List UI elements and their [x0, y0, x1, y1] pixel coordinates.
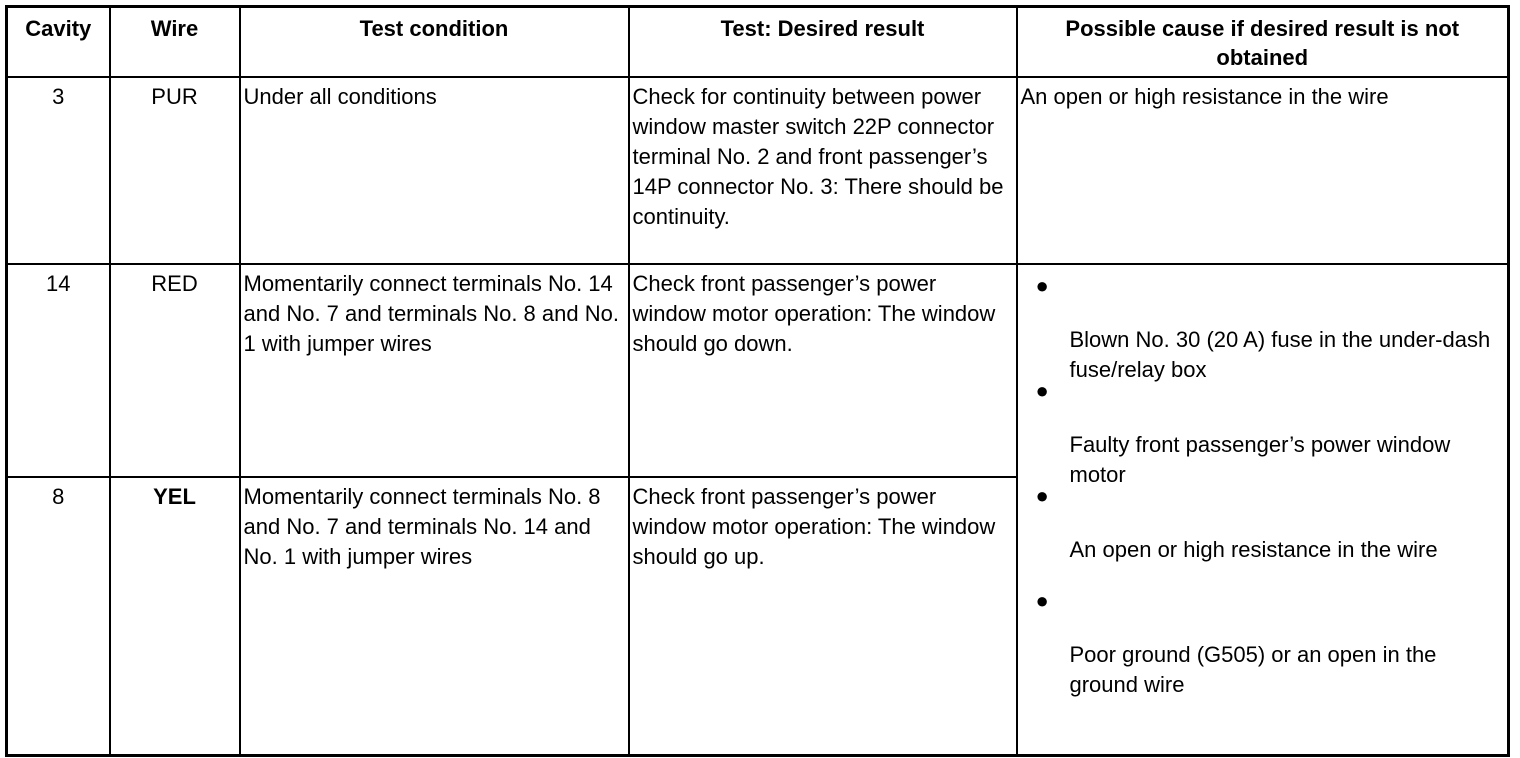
header-cavity: Cavity: [7, 7, 110, 78]
condition-cell: Momentarily connect terminals No. 14 and No. 7 and terminals No. 8 and No. 1 with jumper wires: [240, 264, 629, 477]
cause-text: An open or high resistance in the wire: [1069, 537, 1438, 562]
cause-list: [1035, 271, 1502, 697]
header-test-condition: Test condition: [240, 7, 629, 78]
condition-cell: Momentarily connect terminals No. 8 and No. 7 and terminals No. 14 and No. 1 with jumper wires: [240, 477, 629, 755]
header-possible-cause: Possible cause if desired result is not obtained: [1017, 7, 1509, 78]
cavity-cell: 8: [7, 477, 110, 755]
table-row: [7, 264, 1509, 477]
wire-cell: RED: [110, 264, 240, 477]
header-row: [7, 7, 1509, 78]
bullet-icon: ●: [1035, 483, 1049, 508]
bullet-icon: ●: [1035, 588, 1049, 613]
cavity-cell: 14: [7, 264, 110, 477]
wire-cell: YEL: [110, 477, 240, 755]
result-cell: Check for continuity between power window master switch 22P connector terminal No. 2 and front passenger’s 14P connector No. 3: There should be continuity.: [629, 77, 1017, 264]
header-wire: Wire: [110, 7, 240, 78]
cavity-cell: 3: [7, 77, 110, 264]
diagnostic-table: [5, 5, 1510, 757]
header-desired-result: Test: Desired result: [629, 7, 1017, 78]
list-item: [1035, 586, 1502, 697]
cause-text: Poor ground (G505) or an open in the ground wire: [1069, 642, 1437, 697]
result-cell: Check front passenger’s power window motor operation: The window should go down.: [629, 264, 1017, 477]
cause-text: Faulty front passenger’s power window motor: [1069, 432, 1451, 487]
list-item: [1036, 481, 1502, 586]
list-item: [1035, 376, 1502, 487]
cause-cell: An open or high resistance in the wire: [1017, 77, 1509, 264]
condition-cell: Under all conditions: [240, 77, 629, 264]
list-item: [1035, 271, 1502, 382]
table-row: [7, 77, 1509, 264]
result-cell: Check front passenger’s power window motor operation: The window should go up.: [629, 477, 1017, 755]
bullet-icon: ●: [1035, 378, 1049, 403]
wire-cell: PUR: [110, 77, 240, 264]
cause-text: Blown No. 30 (20 A) fuse in the under-dash fuse/relay box: [1069, 327, 1491, 382]
shared-cause-cell: [1017, 264, 1509, 755]
bullet-icon: ●: [1035, 273, 1049, 298]
